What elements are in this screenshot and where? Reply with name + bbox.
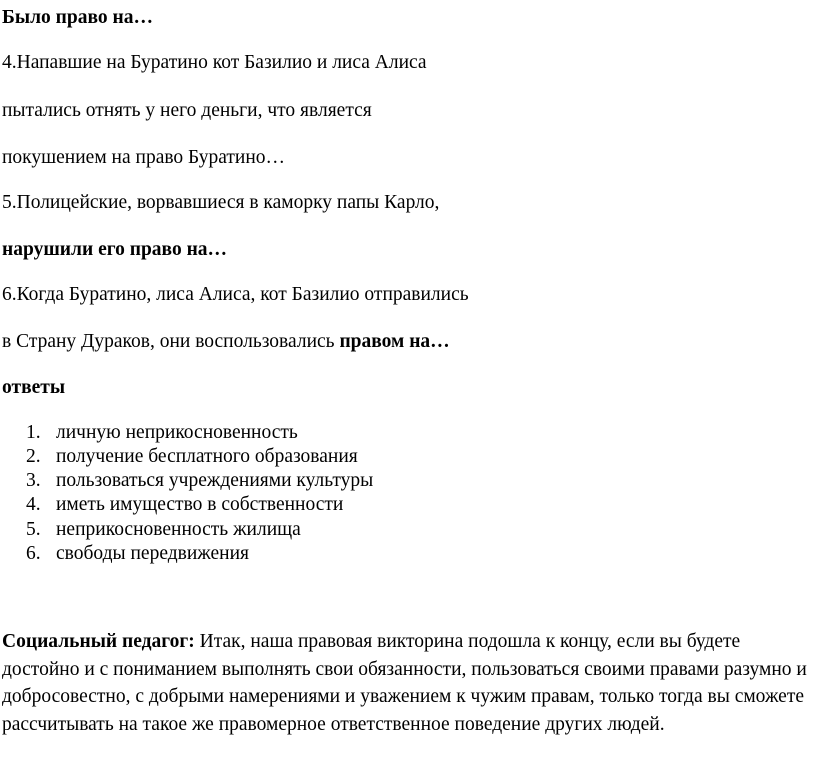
question-4-line-2: пытались отнять у него деньги, что является xyxy=(2,100,372,121)
question-6-line-2-bold: правом на… xyxy=(339,331,450,352)
question-3-tail: Было право на… xyxy=(2,7,154,28)
list-item-number: 3. xyxy=(26,470,41,491)
list-item xyxy=(26,518,301,542)
list-item-text: свободы передвижения xyxy=(56,543,250,564)
list-item-text: иметь имущество в собственности xyxy=(56,494,344,515)
list-item xyxy=(26,445,358,469)
question-5-line-2: нарушили его право на… xyxy=(2,239,228,260)
list-item-number: 6. xyxy=(26,543,41,564)
list-item-text: пользоваться учреждениями культуры xyxy=(56,470,374,491)
closing-text: Итак, наша правовая викторина подошла к концу, если вы будете достойно и с пониманием выполнять свои обязанности, пользоваться своими правами разумно и добросовестно, с добрыми намерениями и уважением к чужим правам, только тогда вы сможете рассчитывать на такое же правомерное ответственное поведение других людей. xyxy=(2,631,807,735)
question-6-line-2-text: в Страну Дураков, они воспользовались xyxy=(2,331,340,352)
question-5-line-1: 5.Полицейские, ворвавшиеся в каморку папы Карло, xyxy=(2,192,440,213)
question-4-line-3: покушением на право Буратино… xyxy=(2,147,286,168)
list-item-number: 2. xyxy=(26,446,41,467)
question-6-line-1: 6.Когда Буратино, лиса Алиса, кот Базилио отправились xyxy=(2,284,469,305)
speaker-label: Социальный педагог: xyxy=(2,631,195,652)
list-item xyxy=(26,493,343,517)
list-item-number: 1. xyxy=(26,422,41,443)
list-item-number: 4. xyxy=(26,494,41,515)
list-item-text: личную неприкосновенность xyxy=(56,422,298,443)
list-item-text: неприкосновенность жилища xyxy=(56,519,301,540)
answers-heading: ответы xyxy=(2,377,66,398)
list-item-text: получение бесплатного образования xyxy=(56,446,358,467)
list-item xyxy=(26,469,373,493)
question-6-line-2 xyxy=(2,330,450,354)
closing-paragraph xyxy=(2,628,808,738)
question-4-line-1: 4.Напавшие на Буратино кот Базилио и лиса Алиса xyxy=(2,52,427,73)
list-item xyxy=(26,542,249,566)
list-item xyxy=(26,421,298,445)
list-item-number: 5. xyxy=(26,519,41,540)
